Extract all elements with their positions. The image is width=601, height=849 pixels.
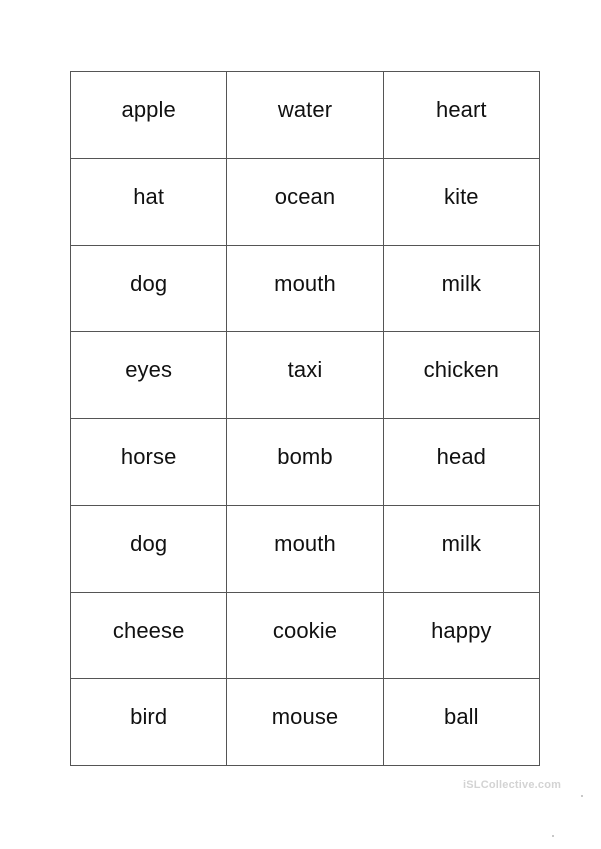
watermark-logo: iSLCollective.com <box>463 779 562 791</box>
word-card: water <box>227 72 383 159</box>
word-card: hat <box>71 158 227 245</box>
word-card: bird <box>71 679 227 766</box>
decorative-dot <box>581 795 583 797</box>
word-card: cookie <box>227 592 383 679</box>
word-card: head <box>383 419 539 506</box>
word-card: dog <box>71 505 227 592</box>
word-card: eyes <box>71 332 227 419</box>
word-card: cheese <box>71 592 227 679</box>
grid-row <box>71 158 540 245</box>
word-card: mouth <box>227 245 383 332</box>
grid-row <box>71 505 540 592</box>
word-card: milk <box>383 245 539 332</box>
word-card: chicken <box>383 332 539 419</box>
word-card: bomb <box>227 419 383 506</box>
word-card: kite <box>383 158 539 245</box>
word-card: heart <box>383 72 539 159</box>
grid-row <box>71 332 540 419</box>
word-card: taxi <box>227 332 383 419</box>
grid-row <box>71 679 540 766</box>
grid-row <box>71 245 540 332</box>
grid-row <box>71 419 540 506</box>
word-card: ocean <box>227 158 383 245</box>
grid-row <box>71 72 540 159</box>
word-card-grid <box>70 71 540 766</box>
word-card: happy <box>383 592 539 679</box>
word-card: horse <box>71 419 227 506</box>
word-card: apple <box>71 72 227 159</box>
decorative-dot <box>552 835 554 837</box>
word-card: mouse <box>227 679 383 766</box>
word-card: ball <box>383 679 539 766</box>
word-card: milk <box>383 505 539 592</box>
word-card: mouth <box>227 505 383 592</box>
word-card: dog <box>71 245 227 332</box>
grid-row <box>71 592 540 679</box>
